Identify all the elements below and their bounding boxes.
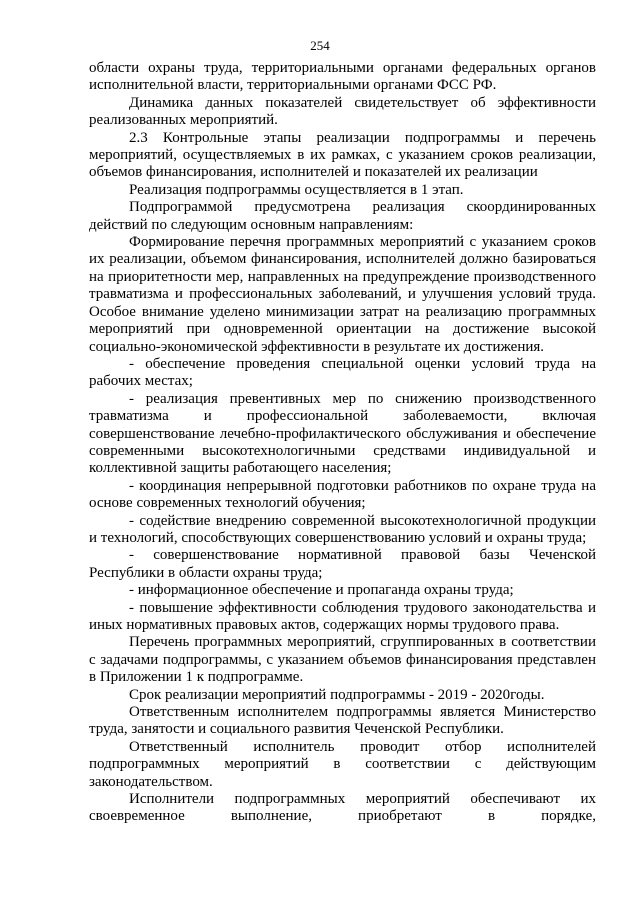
paragraph: Подпрограммой предусмотрена реализация скоординированных действий по следующим основным направлениям: xyxy=(89,199,596,233)
paragraph: - совершенствование нормативной правовой базы Чеченской Республики в области охраны труда; xyxy=(89,547,596,581)
paragraph: - содействие внедрению современной высокотехнологичной продукции и технологий, способствующих совершенствованию условий и охраны труда; xyxy=(89,512,596,546)
paragraph: Динамика данных показателей свидетельствует об эффективности реализованных мероприятий. xyxy=(89,94,596,129)
paragraph: Перечень программных мероприятий, сгруппированных в соответствии с задачами подпрограммы, с указанием объемов финансирования представлен в Приложении 1 к подпрограмме. xyxy=(89,634,596,686)
paragraph: - обеспечение проведения специальной оценки условий труда на рабочих местах; xyxy=(89,355,596,390)
paragraph: - информационное обеспечение и пропаганда охраны труда; xyxy=(129,582,514,599)
body-text xyxy=(89,60,596,826)
paragraph: Ответственный исполнитель проводит отбор исполнителей подпрограммных мероприятий в соответствии с действующим законодательством. xyxy=(89,738,596,790)
paragraph: Реализация подпрограммы осуществляется в 1 этап. xyxy=(129,181,464,198)
paragraph: Формирование перечня программных мероприятий с указанием сроков их реализации, объемом финансирования, исполнителей должно базироваться на приоритетности мер, направленных на предупреждение производственного травматизма и профессиональных заболеваний, и улучшения условий труда. Особое внимание уделено минимизации затрат на реализацию программных мероприятий при одновременной ориентации на достижение высокой социально-экономической эффективности в результате их достижения. xyxy=(89,234,596,355)
paragraph: - повышение эффективности соблюдения трудового законодательства и иных нормативных правовых актов, содержащих нормы трудового права. xyxy=(89,599,596,633)
paragraph: Исполнители подпрограммных мероприятий обеспечивают их своевременное выполнение, приобретают в порядке, xyxy=(89,791,596,825)
paragraph: Срок реализации мероприятий подпрограммы - 2019 - 2020годы. xyxy=(129,686,545,703)
paragraph: 2.3 Контрольные этапы реализации подпрограммы и перечень мероприятий, осуществляемых в их рамках, с указанием сроков реализации, объемов финансирования, исполнителей и показателей их реализации xyxy=(89,129,596,181)
paragraph: - реализация превентивных мер по снижению производственного травматизма и профессиональной заболеваемости, включая совершенствование лечебно-профилактического обслуживания и обеспечение современными высокотехнологичными средствами индивидуальной и коллективной защиты работающего населения; xyxy=(89,390,596,477)
paragraph: Ответственным исполнителем подпрограммы является Министерство труда, занятости и социального развития Чеченской Республики. xyxy=(89,704,596,738)
page-number: 254 xyxy=(310,38,330,53)
paragraph: - координация непрерывной подготовки работников по охране труда на основе современных технологий обучения; xyxy=(89,477,596,512)
paragraph: области охраны труда, территориальными органами федеральных органов исполнительной власти, территориальными органами ФСС РФ. xyxy=(89,60,596,94)
